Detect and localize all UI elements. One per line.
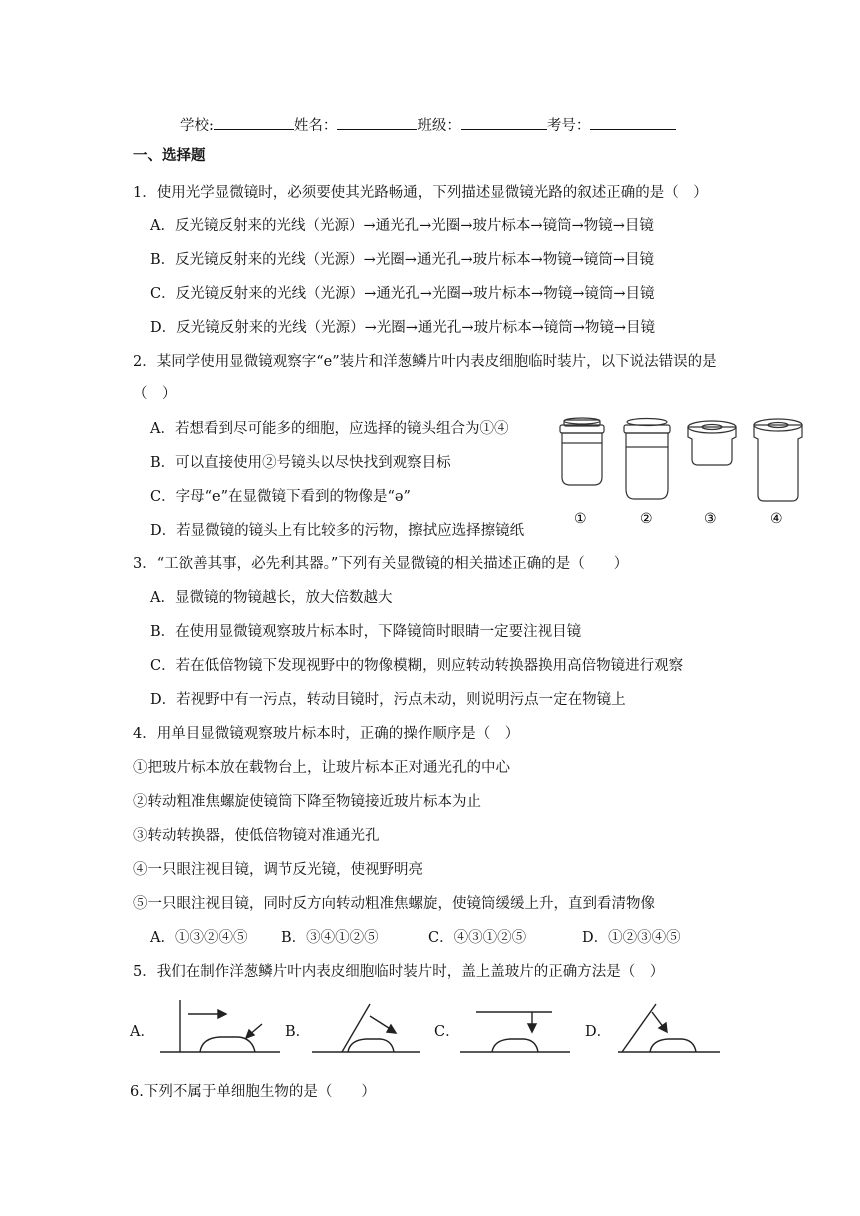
q1-option-b[interactable]: B．反光镜反射来的光线（光源）→光圈→通光孔→玻片标本→物镜→镜筒→目镜 <box>150 252 655 268</box>
name-label: 姓名： <box>293 118 338 134</box>
q5-figure-d[interactable] <box>612 998 722 1056</box>
q5-option-a-label[interactable]: A． <box>130 1024 155 1040</box>
lens-4-icon <box>754 419 802 501</box>
q1-option-c[interactable]: C．反光镜反射来的光线（光源）→通光孔→光圈→玻片标本→物镜→镜筒→目镜 <box>150 286 655 302</box>
q2-stem-line1: 2．某同学使用显微镜观察字“e”装片和洋葱鳞片叶内表皮细胞临时装片，以下说法错误的是 <box>133 354 717 370</box>
q4-stem: 4．用单目显微镜观察玻片标本时，正确的操作顺序是（ ） <box>133 726 520 742</box>
q5-figure-c[interactable] <box>460 998 570 1056</box>
q2-option-d[interactable]: D．若显微镜的镜头上有比较多的污物，擦拭应选择擦镜纸 <box>150 523 525 539</box>
lens-label-4: ④ <box>770 511 783 527</box>
q4-step-1: ①把玻片标本放在载物台上，让玻片标本正对通光孔的中心 <box>133 760 510 776</box>
q3-option-c[interactable]: C．若在低倍物镜下发现视野中的物像模糊，则应转动转换器换用高倍物镜进行观察 <box>150 658 684 674</box>
q1-option-d[interactable]: D．反光镜反射来的光线（光源）→光圈→通光孔→玻片标本→镜筒→物镜→目镜 <box>150 320 656 336</box>
exam-no-label: 考号： <box>546 118 591 134</box>
lens-label-2: ② <box>640 511 653 527</box>
school-blank[interactable] <box>214 114 294 130</box>
q6-stem: 6.下列不属于单细胞生物的是（ ） <box>130 1084 376 1100</box>
class-blank[interactable] <box>461 114 547 130</box>
q5-option-c-label[interactable]: C． <box>434 1024 460 1040</box>
section-title: 一、选择题 <box>133 148 206 164</box>
lens-label-1: ① <box>574 511 587 527</box>
q4-option-d[interactable]: D．①②③④⑤ <box>582 930 681 946</box>
class-label: 班级： <box>417 118 461 134</box>
q4-step-2: ②转动粗准焦螺旋使镜筒下降至物镜接近玻片标本为止 <box>133 794 481 810</box>
lens-label-3: ③ <box>704 511 717 527</box>
q5-figure-b[interactable] <box>312 998 422 1056</box>
q5-option-b-label[interactable]: B． <box>285 1024 311 1040</box>
q4-option-c[interactable]: C．④③①②⑤ <box>428 930 527 946</box>
q4-step-5: ⑤一只眼注视目镜，同时反方向转动粗准焦螺旋，使镜筒缓缓上升，直到看清物像 <box>133 896 655 912</box>
q5-stem: 5．我们在制作洋葱鳞片叶内表皮细胞临时装片时，盖上盖玻片的正确方法是（ ） <box>133 964 665 980</box>
q4-step-3: ③转动转换器，使低倍物镜对准通光孔 <box>133 828 380 844</box>
q4-option-b[interactable]: B．③④①②⑤ <box>281 930 379 946</box>
q5-option-d-label[interactable]: D． <box>585 1024 612 1040</box>
q5-figure-a[interactable] <box>160 998 280 1056</box>
q1-option-a[interactable]: A．反光镜反射来的光线（光源）→通光孔→光圈→玻片标本→镜筒→物镜→目镜 <box>150 218 654 234</box>
q2-option-b[interactable]: B．可以直接使用②号镜头以尽快找到观察目标 <box>150 455 451 471</box>
q1-stem: 1．使用光学显微镜时，必须要使其光路畅通，下列描述显微镜光路的叙述正确的是（ ） <box>133 185 708 201</box>
student-info-header <box>180 114 676 136</box>
q4-step-4: ④一只眼注视目镜，调节反光镜，使视野明亮 <box>133 862 423 878</box>
lens-1-icon <box>560 418 604 485</box>
q3-option-d[interactable]: D．若视野中有一污点，转动目镜时，污点未动，则说明污点一定在物镜上 <box>150 692 626 708</box>
q3-option-a[interactable]: A．显微镜的物镜越长，放大倍数越大 <box>150 590 393 606</box>
q2-option-a[interactable]: A．若想看到尽可能多的细胞，应选择的镜头组合为①④ <box>150 421 509 437</box>
q2-stem-line2: （ ） <box>133 386 177 402</box>
q3-option-b[interactable]: B．在使用显微镜观察玻片标本时，下降镜筒时眼睛一定要注视目镜 <box>150 624 582 640</box>
lens-figure <box>550 415 810 530</box>
school-label: 学校: <box>180 118 214 134</box>
q4-option-a[interactable]: A．①③②④⑤ <box>150 930 248 946</box>
exam-no-blank[interactable] <box>590 114 676 130</box>
q3-stem: 3．“工欲善其事，必先利其器。”下列有关显微镜的相关描述正确的是（ ） <box>133 556 629 572</box>
q2-option-c[interactable]: C．字母“e”在显微镜下看到的物像是“ə” <box>150 489 411 505</box>
name-blank[interactable] <box>337 114 417 130</box>
lens-2-icon <box>624 419 670 500</box>
lens-3-icon <box>688 421 736 465</box>
